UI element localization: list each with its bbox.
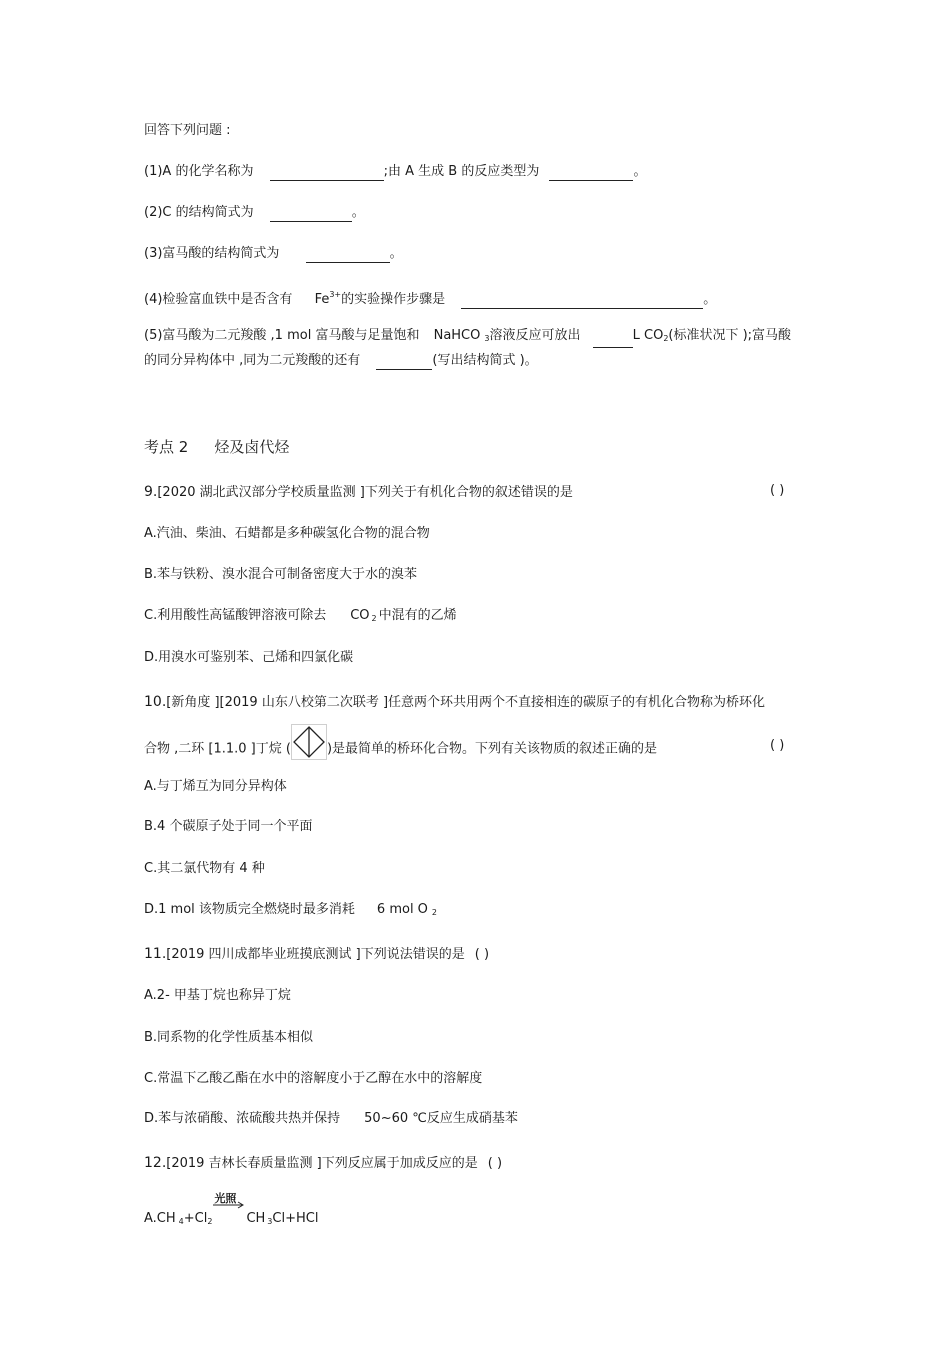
q9-option-b[interactable]: B.苯与铁粉、溴水混合可制备密度大于水的溴苯 bbox=[144, 567, 418, 582]
question-10-stem-1 bbox=[144, 693, 765, 712]
q11-stem-text: [2019 四川成都毕业班摸底测试 ]下列说法错误的是 bbox=[166, 947, 465, 962]
question-10-stem-2 bbox=[144, 738, 657, 760]
q1-answer-blank-1[interactable] bbox=[270, 166, 384, 181]
q11-option-a[interactable]: A.2- 甲基丁烷也称异丁烷 bbox=[144, 988, 291, 1003]
q9-option-a[interactable]: A.汽油、柴油、石蜡都是多种碳氢化合物的混合物 bbox=[144, 526, 430, 541]
q11-option-d-text-2: 50~60 ℃反应生成硝基苯 bbox=[364, 1111, 518, 1126]
q10-stem-text-2b: )是最简单的桥环化合物。下列有关该物质的叙述正确的是 bbox=[326, 741, 658, 757]
q5-text-a: (5)富马酸为二元羧酸 ,1 mol 富马酸与足量饱和 bbox=[144, 328, 420, 343]
q5-co2-sub: 2 bbox=[663, 334, 669, 343]
q5-text-c: L CO bbox=[632, 328, 664, 343]
q1-answer-blank-2[interactable] bbox=[549, 166, 633, 181]
q9-stem-text: [2020 湖北武汉部分学校质量监测 ]下列关于有机化合物的叙述错误的是 bbox=[157, 485, 573, 500]
q11-option-d-text-1: D.苯与浓硝酸、浓硫酸共热并保持 bbox=[144, 1111, 341, 1126]
q12-option-a-ch: A.CH bbox=[144, 1211, 176, 1226]
q10-option-d-text-1: D.1 mol 该物质完全燃烧时最多消耗 bbox=[144, 902, 355, 917]
q10-option-d-sub: 2 bbox=[431, 908, 438, 917]
q2-end: 。 bbox=[351, 205, 365, 220]
q10-option-a[interactable]: A.与丁烯互为同分异构体 bbox=[144, 779, 287, 794]
q9-option-d[interactable]: D.用溴水可鉴别苯、己烯和四氯化碳 bbox=[144, 650, 354, 665]
q11-option-d[interactable] bbox=[144, 1110, 518, 1128]
q1-text-b: ;由 A 生成 B 的反应类型为 bbox=[383, 164, 540, 179]
q12-option-a-product: Cl+HCl bbox=[272, 1211, 319, 1226]
q11-number: 11. bbox=[144, 946, 167, 962]
q10-option-d[interactable] bbox=[144, 901, 437, 922]
q4-end: 。 bbox=[703, 292, 717, 307]
q9-option-c-text-1: C.利用酸性高锰酸钾溶液可除去 bbox=[144, 608, 327, 623]
q12-number: 12. bbox=[144, 1155, 167, 1171]
q3-text-a: (3)富马酸的结构简式为 bbox=[144, 246, 280, 261]
question-11-stem bbox=[144, 945, 489, 964]
q4-answer-blank[interactable] bbox=[461, 294, 703, 309]
q5-answer-blank-1[interactable] bbox=[593, 333, 633, 348]
question-12-stem bbox=[144, 1154, 502, 1173]
q11-answer-paren[interactable]: ( ) bbox=[474, 947, 490, 962]
q4-text-b: 的实验操作步骤是 bbox=[341, 292, 446, 307]
q12-option-a-cl: +Cl bbox=[183, 1211, 208, 1226]
q12-option-a-ch3: CH bbox=[246, 1211, 266, 1226]
question-9-stem bbox=[144, 483, 573, 502]
q5-text-f: (写出结构简式 )。 bbox=[432, 353, 538, 368]
section-heading bbox=[144, 436, 289, 457]
q9-option-c-co: CO bbox=[350, 608, 370, 623]
section-label: 考点 2 bbox=[144, 438, 189, 456]
q10-option-b[interactable]: B.4 个碳原子处于同一个平面 bbox=[144, 819, 313, 834]
q9-option-c-sub: 2 bbox=[371, 614, 377, 623]
q4-fe: Fe bbox=[314, 292, 330, 307]
right-arrow-icon bbox=[212, 1200, 246, 1210]
q4-fe-charge: 3+ bbox=[329, 290, 342, 299]
reaction-condition: 光照 bbox=[214, 1192, 237, 1205]
q12-option-a[interactable] bbox=[144, 1192, 319, 1231]
q12-option-a-sub-1: 4 bbox=[178, 1217, 184, 1226]
q5-answer-blank-2[interactable] bbox=[376, 355, 432, 370]
question-5-line-1 bbox=[144, 327, 791, 348]
q10-option-d-text-2: 6 mol O bbox=[376, 902, 428, 917]
question-2 bbox=[144, 204, 365, 222]
q12-option-a-sub-2: 2 bbox=[207, 1217, 213, 1226]
q9-option-c[interactable] bbox=[144, 607, 457, 628]
question-4 bbox=[144, 286, 716, 309]
bicyclobutane-structure-icon bbox=[291, 724, 327, 760]
q5-nahco-sub: 3 bbox=[484, 334, 490, 343]
question-1 bbox=[144, 163, 646, 181]
q5-text-d: (标准状况下 );富马酸 bbox=[668, 328, 792, 343]
q10-stem-text-2a: 合物 ,二环 [1.1.0 ]丁烷 ( bbox=[144, 741, 291, 757]
q3-answer-blank[interactable] bbox=[306, 248, 390, 263]
q10-stem-text-1: [新角度 ][2019 山东八校第二次联考 ]任意两个环共用两个不直接相连的碳原子的有机化合物称为桥环化 bbox=[166, 695, 766, 710]
q9-answer-paren[interactable]: ( ) bbox=[770, 483, 785, 498]
q4-text-a: (4)检验富血铁中是否含有 bbox=[144, 292, 293, 307]
question-3 bbox=[144, 245, 403, 263]
q12-stem-text: [2019 吉林长春质量监测 ]下列反应属于加成反应的是 bbox=[166, 1156, 478, 1171]
q11-option-c[interactable]: C.常温下乙酸乙酯在水中的溶解度小于乙醇在水中的溶解度 bbox=[144, 1071, 483, 1086]
reaction-arrow bbox=[212, 1192, 246, 1222]
section-title: 烃及卤代烃 bbox=[214, 438, 290, 456]
q11-option-b[interactable]: B.同系物的化学性质基本相似 bbox=[144, 1030, 314, 1045]
q10-option-c[interactable]: C.其二氯代物有 4 种 bbox=[144, 861, 265, 876]
q10-number: 10. bbox=[144, 694, 167, 710]
q3-end: 。 bbox=[389, 246, 403, 261]
q9-number: 9. bbox=[144, 484, 158, 500]
q5-text-e: 的同分异构体中 ,同为二元羧酸的还有 bbox=[144, 353, 361, 368]
q10-answer-paren[interactable]: ( ) bbox=[770, 738, 785, 753]
q2-answer-blank[interactable] bbox=[270, 207, 352, 222]
q2-text-a: (2)C 的结构简式为 bbox=[144, 205, 254, 220]
q1-end: 。 bbox=[633, 164, 647, 179]
q12-option-a-sub-3: 3 bbox=[267, 1217, 273, 1226]
q12-answer-paren[interactable]: ( ) bbox=[487, 1156, 503, 1171]
q5-text-b: 溶液反应可放出 bbox=[489, 328, 581, 343]
intro-text: 回答下列问题 : bbox=[144, 123, 231, 138]
q9-option-c-text-2: 中混有的乙烯 bbox=[378, 608, 457, 623]
q5-nahco: NaHCO bbox=[433, 328, 481, 343]
question-5-line-2 bbox=[144, 352, 538, 370]
q1-text-a: (1)A 的化学名称为 bbox=[144, 164, 254, 179]
